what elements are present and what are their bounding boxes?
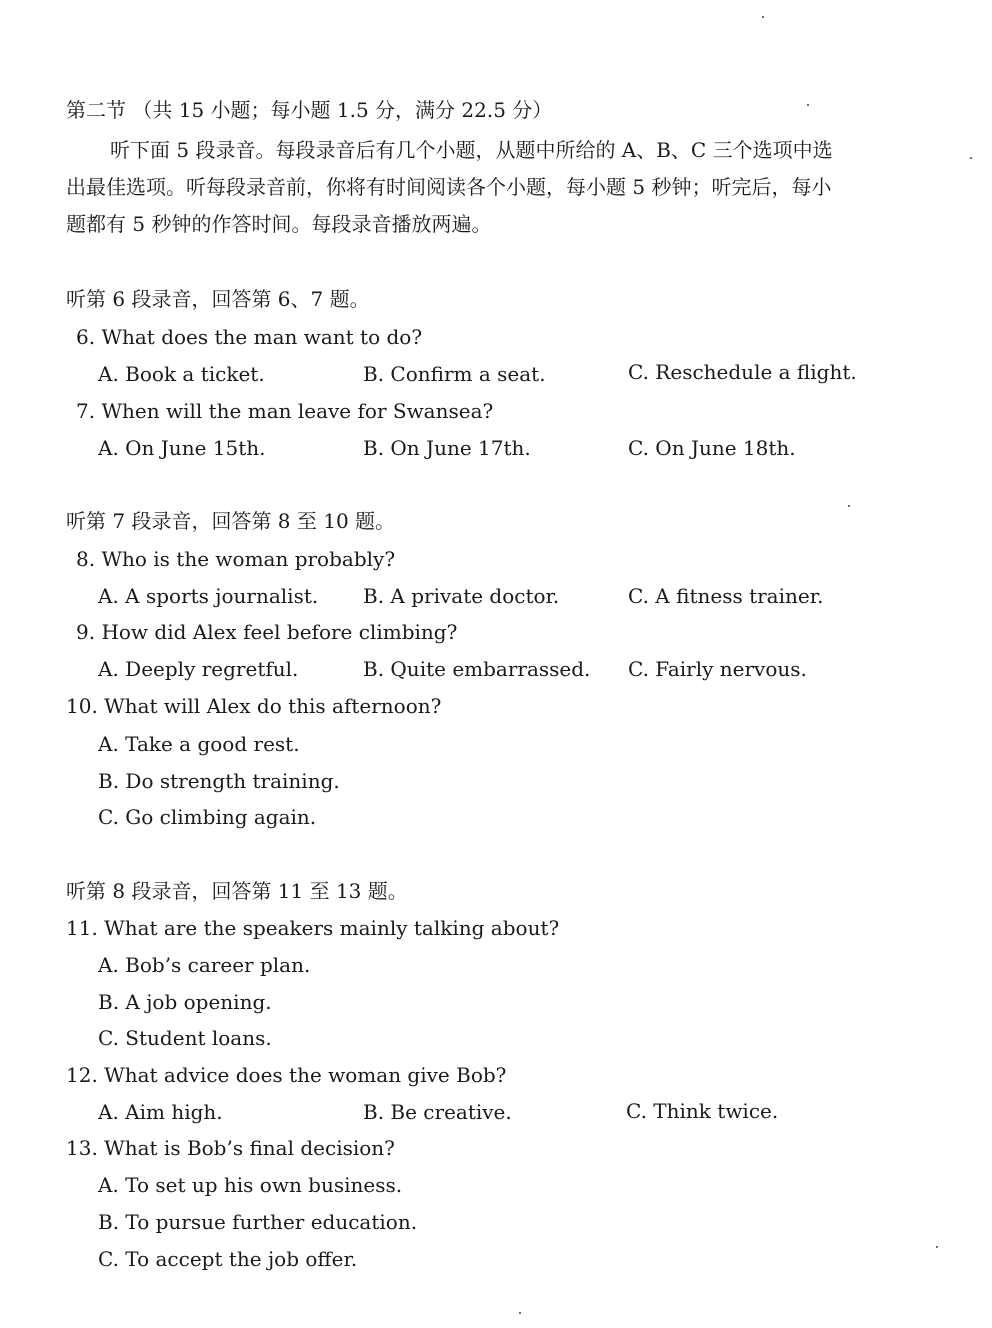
option-a: A. Book a ticket.: [98, 362, 265, 386]
option-a: A. Aim high.: [98, 1100, 223, 1124]
instruction-line-3: 题都有 5 秒钟的作答时间。每段录音播放两遍。: [66, 212, 492, 236]
option-c: C. A fitness trainer.: [628, 584, 824, 608]
question-stem: 9. How did Alex feel before climbing?: [76, 620, 458, 644]
question-stem: 8. Who is the woman probably?: [76, 547, 396, 571]
option-b: B. A job opening.: [98, 990, 272, 1014]
question-stem: 6. What does the man want to do?: [76, 325, 423, 349]
option-b: B. Confirm a seat.: [363, 362, 546, 386]
option-b: B. Be creative.: [363, 1100, 512, 1124]
question-stem: 11. What are the speakers mainly talking about?: [66, 916, 560, 940]
option-a: A. A sports journalist.: [98, 584, 319, 608]
option-c: C. Fairly nervous.: [628, 657, 807, 681]
scan-speck: [807, 104, 809, 106]
scan-speck: [848, 505, 850, 507]
option-a: A. Bob’s career plan.: [98, 953, 311, 977]
question-stem: 7. When will the man leave for Swansea?: [76, 399, 494, 423]
group-heading: 听第 7 段录音，回答第 8 至 10 题。: [66, 509, 396, 533]
option-a: A. Take a good rest.: [98, 732, 300, 756]
group-heading: 听第 6 段录音，回答第 6、7 题。: [66, 287, 370, 311]
instruction-line-2: 出最佳选项。听每段录音前，你将有时间阅读各个小题，每小题 5 秒钟；听完后，每小: [66, 175, 832, 199]
option-a: A. To set up his own business.: [98, 1173, 403, 1197]
option-b: B. Do strength training.: [98, 769, 340, 793]
option-c: C. Reschedule a flight.: [628, 360, 857, 384]
option-b: B. Quite embarrassed.: [363, 657, 591, 681]
option-a: A. On June 15th.: [98, 436, 266, 460]
question-stem: 13. What is Bob’s final decision?: [66, 1136, 395, 1160]
option-c: C. Think twice.: [626, 1099, 779, 1123]
question-stem: 10. What will Alex do this afternoon?: [66, 694, 442, 718]
option-c: C. To accept the job offer.: [98, 1247, 358, 1271]
section-title: 第二节 （共 15 小题；每小题 1.5 分，满分 22.5 分）: [66, 98, 553, 122]
scan-speck: [519, 1312, 521, 1314]
option-c: C. Student loans.: [98, 1026, 272, 1050]
scan-speck: [936, 1246, 938, 1248]
question-stem: 12. What advice does the woman give Bob?: [66, 1063, 507, 1087]
option-b: B. On June 17th.: [363, 436, 531, 460]
option-b: B. To pursue further education.: [98, 1210, 418, 1234]
group-heading: 听第 8 段录音，回答第 11 至 13 题。: [66, 879, 408, 903]
option-a: A. Deeply regretful.: [98, 657, 299, 681]
instruction-line-1: 听下面 5 段录音。每段录音后有几个小题，从题中所给的 A、B、C 三个选项中选: [110, 138, 833, 162]
option-b: B. A private doctor.: [363, 584, 560, 608]
scan-speck: [970, 157, 972, 159]
option-c: C. On June 18th.: [628, 436, 796, 460]
scan-speck: [762, 16, 764, 18]
option-c: C. Go climbing again.: [98, 805, 317, 829]
